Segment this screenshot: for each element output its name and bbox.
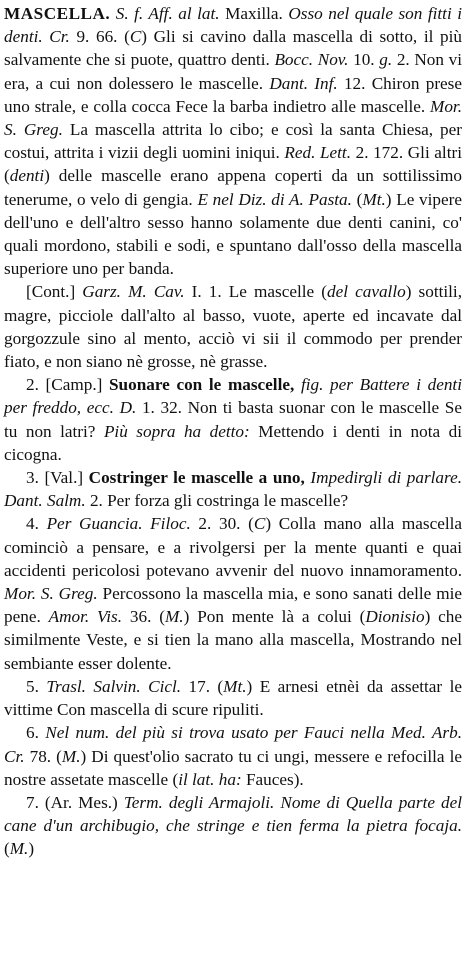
text-run: 36. (: [122, 607, 165, 627]
text-run: Percossono la mascella mia, e sono sanati delle mie pene.: [4, 584, 462, 627]
text-run: 10.: [348, 50, 380, 70]
text-run: 78. (: [24, 746, 62, 766]
text-run: 2. Per forza gli costringa le mascelle?: [85, 491, 349, 511]
italic-run: del cavallo: [327, 282, 406, 302]
sense-7: [4, 791, 462, 861]
text-run: ) Colla mano alla mascella cominciò a pensare, e a rivolgersi per la mente quanti e quai accidenti pericolosi potevano avvenir del nuovo innamoramento.: [4, 514, 463, 580]
sense-2: [4, 373, 462, 466]
italic-run: denti: [9, 166, 45, 186]
sense-3: [4, 466, 462, 512]
text-run: 2. Non vi era, a cui non dolessero le mascelle.: [4, 50, 463, 93]
italic-run: Garz. M. Cav.: [82, 282, 185, 302]
italic-run: il lat. ha:: [178, 769, 242, 789]
bold-run: Suonare con le mascelle,: [109, 375, 295, 395]
italic-run: Per Guancia. Filoc.: [46, 514, 191, 534]
italic-run: g.: [379, 50, 393, 70]
italic-run: Term. degli Armajoli. Nome di Quella parte del cane d'un archibugio, che stringe e tien ferma la pietra focaja.: [4, 792, 463, 836]
text-run: ) Di quest'olio sacrato tu ci ungi, messere e refocilla le nostre assetate mascelle (: [4, 746, 462, 789]
text-run: ): [28, 839, 35, 859]
italic-run: M.: [9, 839, 29, 859]
italic-run: E nel Diz. di A. Pasta.: [197, 189, 352, 209]
italic-run: Mt.: [362, 189, 386, 209]
italic-run: Dant. Inf.: [269, 73, 338, 93]
text-run: 2. 30. (: [190, 514, 254, 534]
italic-run: Più sopra ha detto:: [103, 421, 250, 441]
italic-run: C: [129, 27, 142, 47]
italic-run: Red. Lett.: [284, 143, 352, 163]
italic-run: Trasl. Salvin. Cicl.: [46, 676, 182, 696]
text-run: I. 1. Le mascelle (: [184, 282, 327, 302]
text-run: ) sottili, magre, picciole dall'alto al basso, vuote, aperte ed incavate dal gorgozzule sino al mento, acciò vi sii il commodo per prender fiato, e non siano nè grosse, nè grasse.: [4, 282, 462, 372]
text-run: ) E arnesi etnèi da assettar le vittime Con mascella di scure ripuliti.: [4, 676, 462, 720]
text-run: 1. 32. Non ti basta suonar con le mascelle Se tu non latri?: [4, 398, 462, 441]
text-run: [294, 375, 301, 394]
text-run: 2. [Camp.]: [26, 375, 109, 395]
text-run: ) Le vipere dell'uno e dell'altro sesso hanno solamente due denti canini, co' quali mordono, stabili e sodi, e spuntano dall'osso della mascella superiore uno per banda.: [4, 189, 462, 279]
italic-run: Dionisio: [365, 607, 425, 627]
sense-4: [4, 512, 462, 674]
sense-5: [4, 675, 462, 721]
italic-run: M.: [164, 607, 184, 627]
italic-run: Mt.: [223, 676, 247, 696]
text-run: 7. (Ar. Mes.): [26, 792, 124, 812]
text-run: 4.: [26, 514, 47, 534]
text-run: (: [351, 189, 363, 209]
headword: MASCELLA.: [4, 4, 111, 23]
italic-run: fig. per Battere i denti per freddo, ecc. D.: [4, 375, 462, 418]
italic-run: Mor. S. Greg.: [4, 96, 462, 140]
definition-text: [4, 4, 462, 278]
text-run: ) che similmente Veste, e si tien la mano alla mascella, Mostrando nel sembiante esser dolente.: [4, 607, 463, 673]
text-run: 2. 172. Gli altri (: [4, 143, 462, 186]
text-run: (: [4, 839, 10, 859]
text-run: ) Pon mente là a colui (: [183, 607, 366, 627]
text-run: Maxilla.: [219, 4, 289, 23]
text-run: ) delle mascelle erano appena coperti da un sottilissimo tenerume, o velo di gengia.: [4, 166, 462, 209]
text-run: 3. [Val.]: [26, 468, 89, 488]
definition-text: [4, 723, 462, 788]
definition-text: [4, 677, 462, 719]
text-run: 6.: [26, 723, 46, 743]
entry-paragraph-definition: [4, 2, 462, 280]
entry-paragraph-horse: [4, 280, 462, 373]
text-run: Mettendo i denti in nota di cicogna.: [4, 421, 462, 464]
text-run: 17. (: [181, 676, 224, 696]
definition-text: [4, 375, 462, 464]
text-run: ) Gli si cavino dalla mascella di sotto, il più salvamente che si puote, quattro denti.: [4, 27, 462, 70]
italic-run: Nel num. del più si trova usato per Fauci nella Med. Arb. Cr.: [4, 723, 462, 766]
definition-text: [4, 514, 462, 672]
text-run: [Cont.]: [26, 282, 83, 302]
text-run: 12. Chiron prese uno strale, e colla cocca Fece la barba indietro alle mascelle.: [4, 73, 462, 116]
bold-run: Costringer le mascelle a uno,: [88, 468, 305, 488]
italic-run: Impedirgli di parlare. Dant. Salm.: [4, 468, 463, 511]
text-run: La mascella attrita lo cibo; e così la santa Chiesa, per costui, attrita i vizii degli uomini iniqui.: [4, 120, 462, 163]
italic-run: Mor. S. Greg.: [4, 584, 98, 604]
definition-text: [4, 793, 462, 858]
italic-run: Bocc. Nov.: [274, 50, 349, 70]
text-run: 9. 66. (: [69, 27, 130, 47]
italic-run: C: [253, 514, 266, 534]
text-run: 5.: [26, 676, 47, 696]
text-run: Fauces).: [241, 769, 304, 789]
definition-text: [4, 468, 462, 510]
italic-run: M.: [61, 746, 81, 766]
sense-6: [4, 721, 462, 791]
italic-run: S. f. Aff. al lat.: [115, 4, 220, 23]
definition-text: [4, 282, 462, 371]
italic-run: Amor. Vis.: [48, 607, 123, 627]
italic-run: Osso nel quale son fitti i denti. Cr.: [4, 4, 463, 47]
